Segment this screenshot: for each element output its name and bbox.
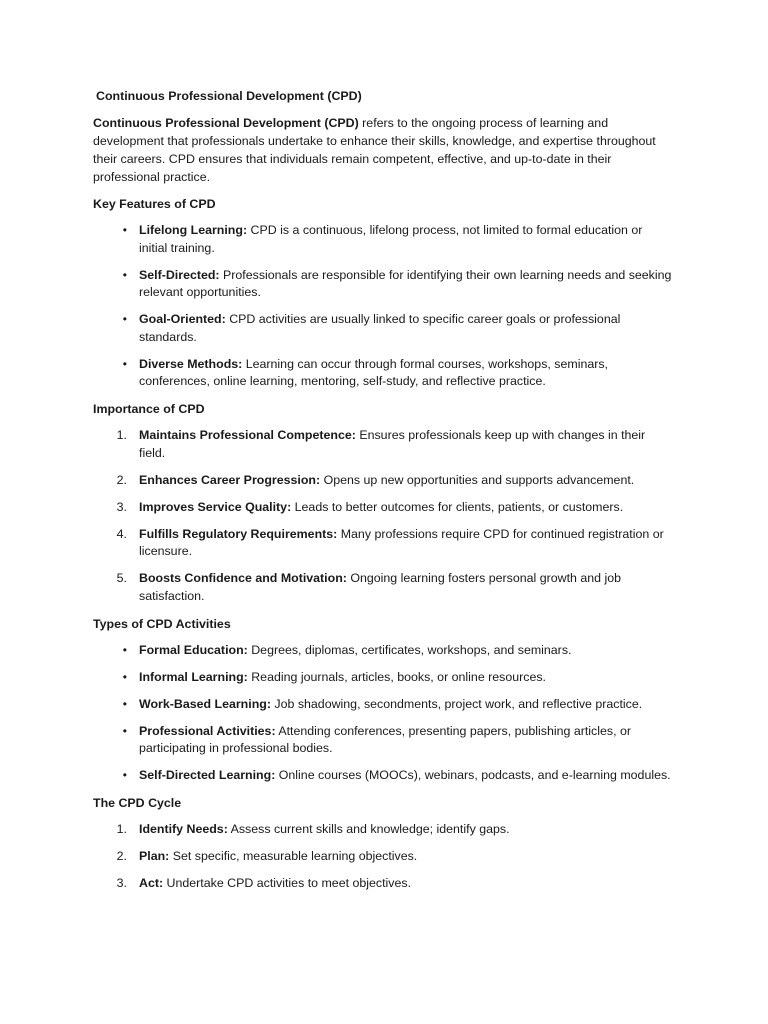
- list-number: 3.: [116, 499, 127, 514]
- bullet-list: [93, 642, 673, 785]
- list-item: [93, 526, 673, 561]
- item-term: Plan:: [139, 849, 170, 863]
- list-item: [93, 642, 673, 660]
- list-item: [93, 875, 673, 893]
- list-item: [93, 723, 673, 758]
- item-text: CPD is a continuous, lifelong process, not limited to formal education or initial training.: [139, 223, 643, 255]
- intro-term: Continuous Professional Development (CPD): [93, 116, 359, 130]
- document-sections: [93, 195, 673, 893]
- item-term: Lifelong Learning:: [139, 223, 248, 237]
- item-term: Professional Activities:: [139, 723, 276, 738]
- list-item: [93, 267, 673, 302]
- list-item: [93, 499, 673, 517]
- intro-text: refers to the ongoing process of learning and development that professionals undertake to enhance their skills, knowledge, and expertise throughout their careers. CPD ensures that individuals remain competent, effective, and up-to-date in their professional practice.: [93, 116, 656, 184]
- bullet-icon: •: [122, 312, 127, 326]
- bullet-icon: •: [122, 696, 127, 711]
- item-text: Many professions require CPD for continued registration or licensure.: [139, 526, 664, 558]
- item-text: Professionals are responsible for identifying their own learning needs and seeking relevant opportunities.: [139, 267, 672, 299]
- item-term: Identify Needs:: [139, 822, 228, 836]
- list-item: [93, 767, 673, 785]
- list-item: [93, 472, 673, 490]
- list-item: [93, 570, 673, 605]
- bullet-icon: •: [122, 223, 127, 237]
- item-text: Job shadowing, secondments, project work, and reflective practice.: [270, 696, 643, 711]
- list-item: [93, 427, 673, 462]
- list-number: 2.: [116, 849, 127, 863]
- list-item: [93, 222, 673, 257]
- section-heading: Types of CPD Activities: [93, 616, 231, 631]
- item-term: Boosts Confidence and Motivation:: [139, 571, 347, 585]
- item-term: Act:: [139, 876, 164, 890]
- item-text: Ensures professionals keep up with changes in their field.: [139, 428, 646, 460]
- item-term: Improves Service Quality:: [139, 499, 292, 514]
- list-number: 3.: [116, 876, 127, 890]
- item-text: Degrees, diplomas, certificates, workshops, and seminars.: [247, 642, 572, 657]
- list-item: [93, 311, 673, 346]
- bullet-list: [93, 222, 673, 391]
- item-text: Set specific, measurable learning objectives.: [169, 849, 418, 863]
- document-page: [93, 88, 673, 902]
- item-term: Maintains Professional Competence:: [139, 428, 356, 442]
- bullet-icon: •: [122, 642, 127, 657]
- item-term: Fulfills Regulatory Requirements:: [139, 526, 338, 541]
- bullet-icon: •: [122, 669, 127, 684]
- item-text: Attending conferences, presenting papers, publishing articles, or participating in professional bodies.: [139, 723, 631, 755]
- item-text: Ongoing learning fosters personal growth and job satisfaction.: [139, 571, 622, 603]
- item-term: Self-Directed:: [139, 267, 220, 282]
- list-item: [93, 848, 673, 866]
- list-number: 5.: [116, 571, 127, 585]
- item-term: Diverse Methods:: [139, 356, 243, 371]
- document-title: Continuous Professional Development (CPD): [96, 89, 362, 103]
- section-heading: The CPD Cycle: [93, 796, 182, 810]
- item-term: Enhances Career Progression:: [139, 472, 321, 487]
- section-heading: Importance of CPD: [93, 402, 205, 416]
- item-term: Informal Learning:: [139, 669, 248, 684]
- list-number: 1.: [116, 822, 127, 836]
- intro-paragraph: [93, 114, 673, 186]
- numbered-list: [93, 821, 673, 893]
- list-item: [93, 669, 673, 687]
- item-text: CPD activities are usually linked to specific career goals or professional standards.: [139, 312, 621, 344]
- item-text: Online courses (MOOCs), webinars, podcasts, and e-learning modules.: [275, 768, 671, 782]
- item-term: Work-Based Learning:: [139, 696, 271, 711]
- bullet-icon: •: [122, 723, 127, 738]
- bullet-icon: •: [122, 768, 127, 782]
- item-term: Self-Directed Learning:: [139, 768, 276, 782]
- item-text: Reading journals, articles, books, or online resources.: [247, 669, 546, 684]
- section-heading: Key Features of CPD: [93, 197, 216, 211]
- list-number: 4.: [116, 526, 127, 541]
- list-item: [93, 821, 673, 839]
- list-number: 2.: [116, 472, 127, 487]
- bullet-icon: •: [122, 267, 127, 282]
- item-text: Learning can occur through formal courses, workshops, seminars, conferences, online learning, mentoring, self-study, and reflective practice.: [139, 356, 608, 388]
- list-item: [93, 356, 673, 391]
- item-text: Leads to better outcomes for clients, patients, or customers.: [291, 499, 624, 514]
- item-term: Formal Education:: [139, 642, 248, 657]
- item-text: Opens up new opportunities and supports advancement.: [320, 472, 635, 487]
- item-text: Assess current skills and knowledge; identify gaps.: [227, 822, 510, 836]
- bullet-icon: •: [122, 356, 127, 371]
- list-item: [93, 696, 673, 714]
- item-term: Goal-Oriented:: [139, 312, 226, 326]
- list-number: 1.: [116, 428, 127, 442]
- item-text: Undertake CPD activities to meet objectives.: [163, 876, 412, 890]
- numbered-list: [93, 427, 673, 605]
